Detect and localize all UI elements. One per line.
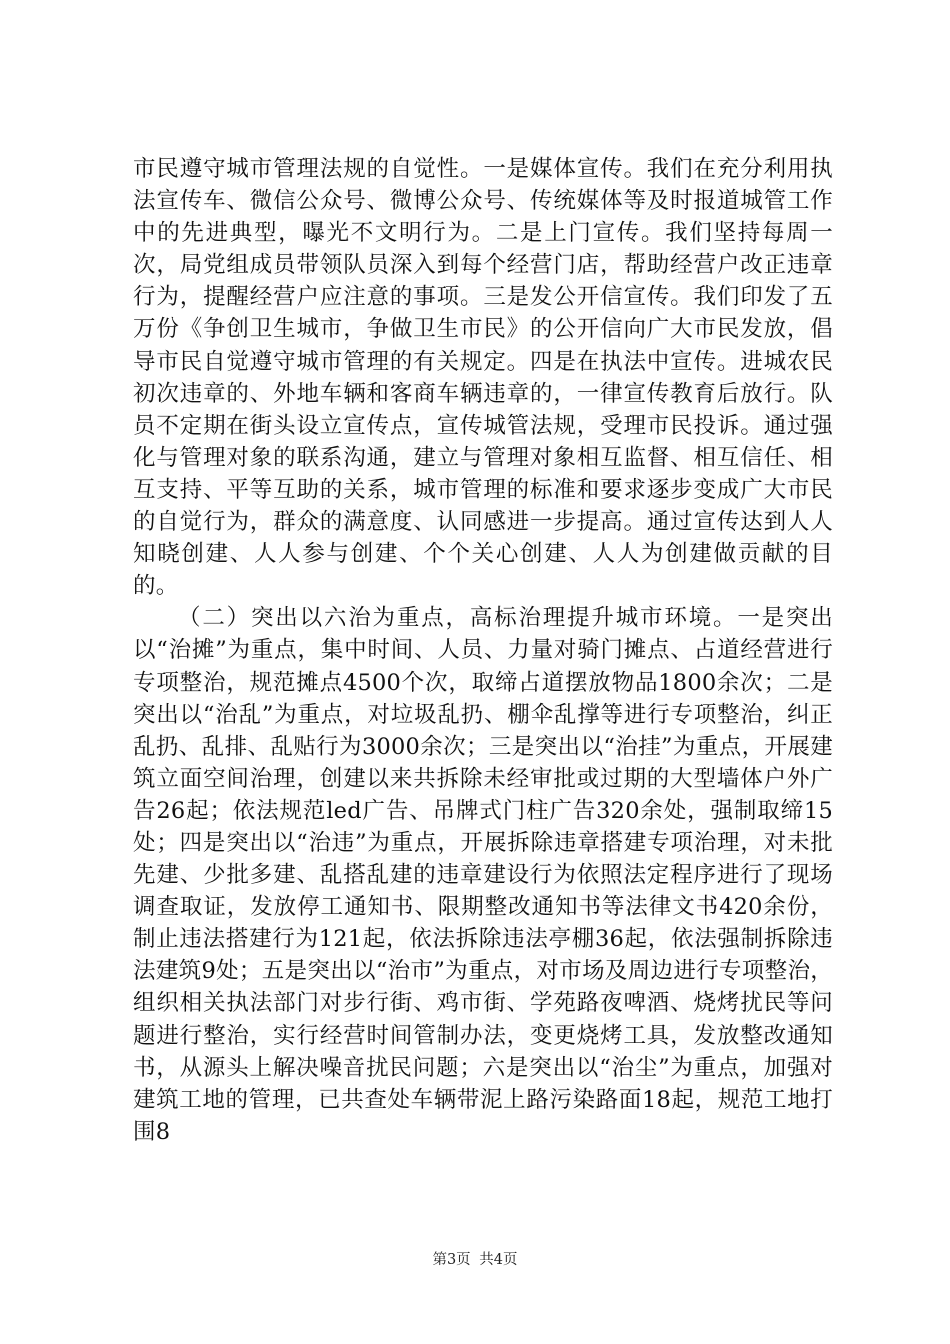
page-number: 第3页 (432, 1252, 471, 1268)
paragraph-2: （二）突出以六治为重点，高标治理提升城市环境。一是突出以“治摊”为重点，集中时间、人员、力量对骑门摊点、占道经营进行专项整治，规范摊点4500个次，取缔占道摆放物品1800余次；二是突出以“治乱”为重点，对垃圾乱扔、棚伞乱撑等进行专项整治，纠正乱扔、乱排、乱贴行为3000余次；三是突出以“治挂”为重点，开展建筑立面空间治理，创建以来共拆除未经审批或过期的大型墙体户外广告26起；依法规范led广告、吊牌式门柱广告320余处，强制取缔15处；四是突出以“治违”为重点，开展拆除违章搭建专项治理，对未批先建、少批多建、乱搭乱建的违章建设行为依照法定程序进行了现场调查取证，发放停工通知书、限期整改通知书等法律文书420余份，制止违法搭建行为121起，依法拆除违法亭棚36起，依法强制拆除违法建筑9处；五是突出以“治市”为重点，对市场及周边进行专项整治，组织相关执法部门对步行街、鸡市街、学苑路夜啤酒、烧烤扰民等问题进行整治，实行经营时间管制办法，变更烧烤工具，发放整改通知书，从源头上解决噪音扰民问题；六是突出以“治尘”为重点，加强对建筑工地的管理，已共查处车辆带泥上路污染路面18起，规范工地打围8 (133, 605, 833, 1145)
paragraph-1: 市民遵守城市管理法规的自觉性。一是媒体宣传。我们在充分利用执法宣传车、微信公众号、微博公众号、传统媒体等及时报道城管工作中的先进典型，曝光不文明行为。二是上门宣传。我们坚持每周一次，局党组成员带领队员深入到每个经营门店，帮助经营户改正违章行为，提醒经营户应注意的事项。三是发公开信宣传。我们印发了五万份《争创卫生城市，争做卫生市民》的公开信向广大市民发放，倡导市民自觉遵守城市管理的有关规定。四是在执法中宣传。进城农民初次违章的、外地车辆和客商车辆违章的，一律宣传教育后放行。队员不定期在街头设立宣传点，宣传城管法规，受理市民投诉。通过强化与管理对象的联系沟通，建立与管理对象相互监督、相互信任、相互支持、平等互助的关系，城市管理的标准和要求逐步变成广大市民的自觉行为，群众的满意度、认同感进一步提高。通过宣传达到人人知晓创建、人人参与创建、个个关心创建、人人为创建做贡献的目的。 (133, 156, 833, 600)
document-body (133, 153, 833, 1148)
page-total: 共4页 (479, 1252, 518, 1268)
page-footer (0, 1248, 950, 1269)
